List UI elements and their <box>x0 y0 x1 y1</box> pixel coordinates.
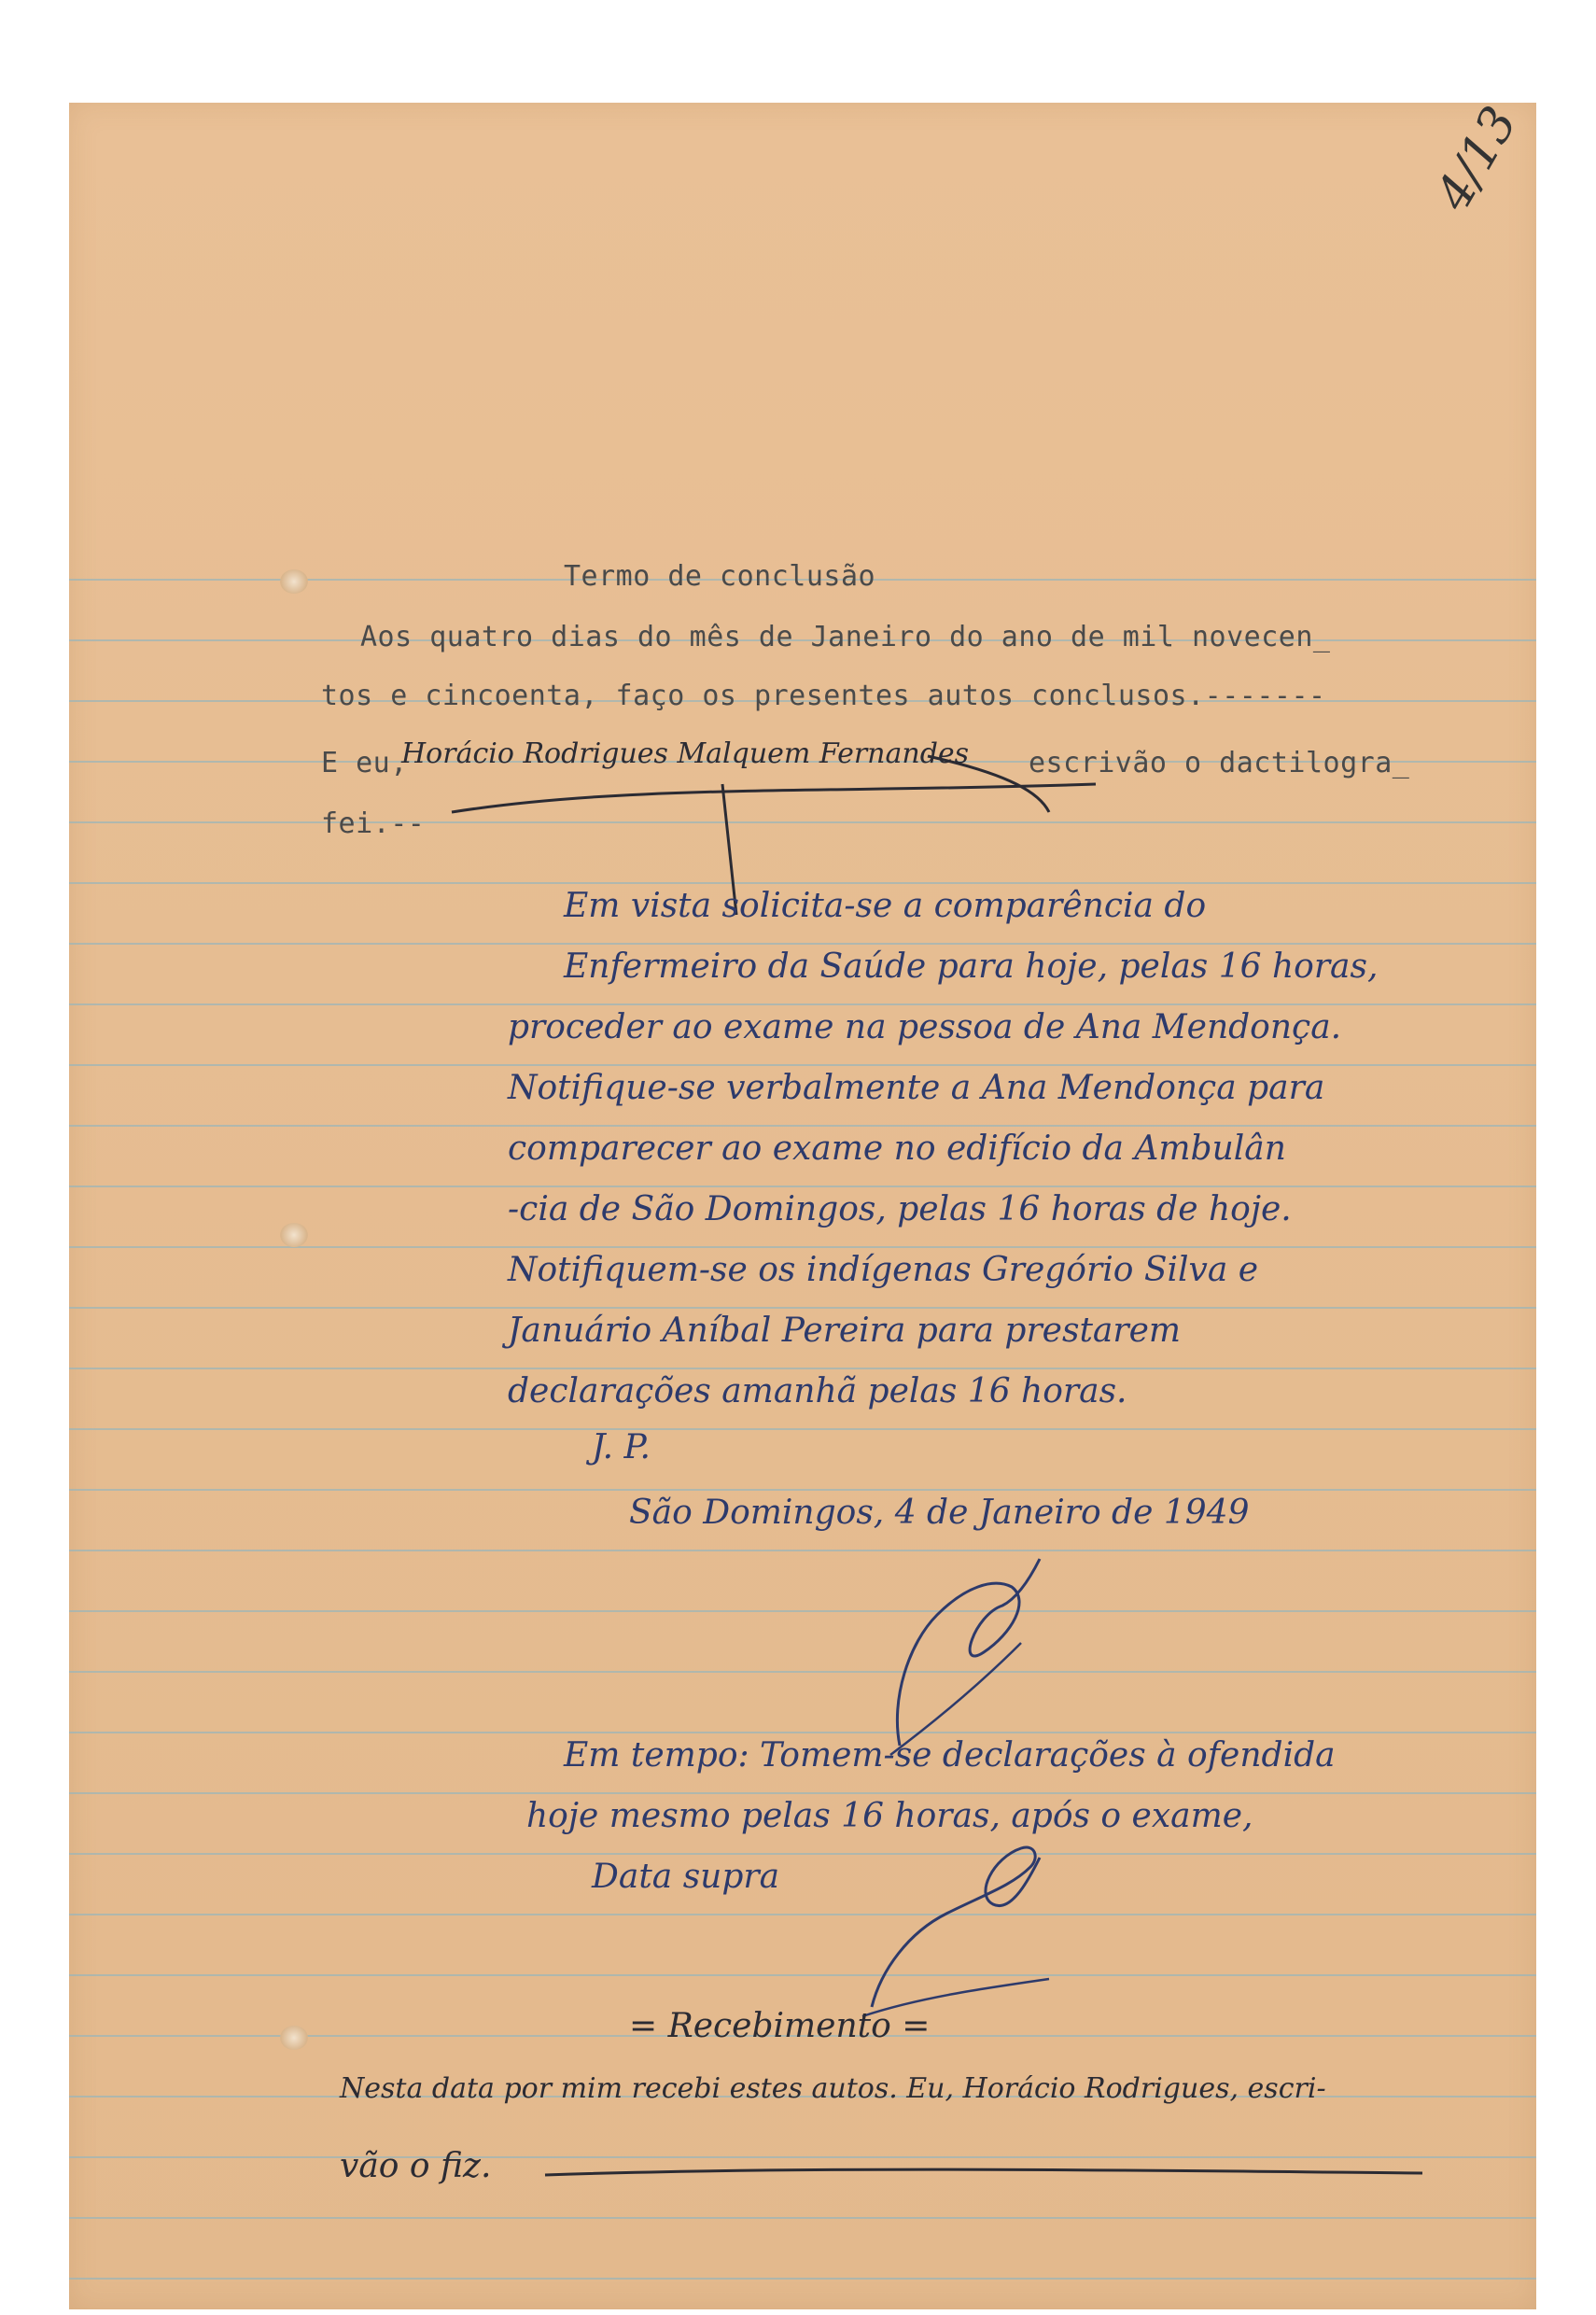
judge-signature-1 <box>872 1559 1058 1764</box>
despacho-2-line-1: Em tempo: Tomem-se declarações à ofendida <box>564 1736 1336 1775</box>
recebimento-line-1: Nesta data por mim recebi estes autos. Eu, Horácio Rodrigues, escri- <box>340 2072 1326 2105</box>
typed-line-3-start: E eu, <box>321 747 408 779</box>
despacho-1-line-5: comparecer ao exame no edifício da Ambulân <box>508 1129 1286 1168</box>
recebimento-signature-line <box>536 2156 1432 2194</box>
recebimento-line-2: vão o fiz. <box>340 2147 492 2185</box>
page-number: 4/13 <box>1425 97 1529 220</box>
typed-line-1: Aos quatro dias do mês de Janeiro do ano de mil novecen_ <box>360 621 1331 653</box>
despacho-1-line-8: Januário Aníbal Pereira para prestarem <box>508 1312 1182 1350</box>
despacho-2-line-3: Data supra <box>592 1858 780 1896</box>
despacho-1-initials: J. P. <box>592 1428 651 1466</box>
typed-line-4: fei.-- <box>321 807 426 840</box>
despacho-1-line-1: Em vista solicita-se a comparência do <box>564 887 1207 925</box>
typed-line-3-end: escrivão o dactilogra_ <box>1029 747 1410 779</box>
despacho-1-line-2: Enfermeiro da Saúde para hoje, pelas 16 horas, <box>564 947 1379 986</box>
escrivao-signature-name: Horácio Rodrigues Malquem Fernandes <box>401 737 970 770</box>
despacho-1-line-9: declarações amanhã pelas 16 horas. <box>508 1372 1127 1410</box>
despacho-2-line-2: hoje mesmo pelas 16 horas, após o exame, <box>526 1797 1253 1835</box>
despacho-1-line-4: Notifique-se verbalmente a Ana Mendonça para <box>508 1069 1325 1107</box>
recebimento-heading: = Recebimento = <box>629 2007 931 2045</box>
despacho-1-line-3: proceder ao exame na pessoa de Ana Mendonça. <box>508 1008 1342 1046</box>
punch-hole-bottom <box>280 2026 308 2050</box>
despacho-1-place-date: São Domingos, 4 de Janeiro de 1949 <box>629 1494 1250 1532</box>
despacho-1-line-6: -cia de São Domingos, pelas 16 horas de hoje. <box>508 1190 1292 1228</box>
document-page <box>69 97 1536 2309</box>
punch-hole-middle <box>280 1223 308 1247</box>
punch-hole-top <box>280 569 308 594</box>
despacho-1-line-7: Notifiquem-se os indígenas Gregório Silva e <box>508 1251 1259 1289</box>
typed-line-2: tos e cincoenta, faço os presentes autos conclusos.------- <box>321 680 1326 712</box>
judge-signature-2 <box>853 1839 1058 2026</box>
typed-title: Termo de conclusão <box>564 560 876 593</box>
